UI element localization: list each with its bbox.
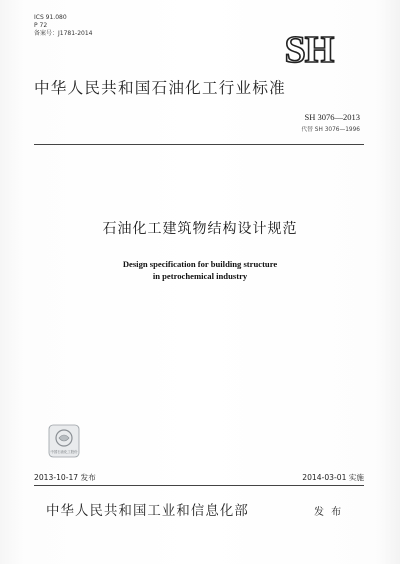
record-number: 备案号：J1781-2014 [34, 30, 93, 37]
industry-standard-title: 中华人民共和国石油化工行业标准 [34, 79, 286, 97]
document-title-cn: 石油化工建筑物结构设计规范 [102, 221, 298, 237]
issuing-authority: 中华人民共和国工业和信息化部 [46, 504, 249, 519]
publisher-stamp [48, 424, 80, 458]
svg-text:SH: SH [284, 32, 334, 66]
document-title-en [0, 258, 400, 282]
issue-label: 发 布 [314, 507, 344, 518]
svg-text:中国石油化工股份: 中国石油化工股份 [50, 450, 78, 454]
classification-code: P 72 [34, 22, 48, 29]
title-en-line-2: in petrochemical industry [152, 271, 248, 281]
top-divider [34, 144, 364, 145]
implementation-date: 2014-03-01 实施 [302, 473, 364, 482]
title-en-line-1: Design specification for building structure [122, 259, 278, 269]
standard-number: SH 3076—2013 [304, 112, 360, 122]
replaces-standard: 代替 SH 3076—1996 [301, 127, 360, 133]
ics-code: ICS 91.080 [34, 14, 67, 21]
sh-logo [268, 32, 350, 66]
publish-date: 2013-10-17 发布 [34, 473, 96, 482]
bottom-divider [34, 485, 364, 486]
